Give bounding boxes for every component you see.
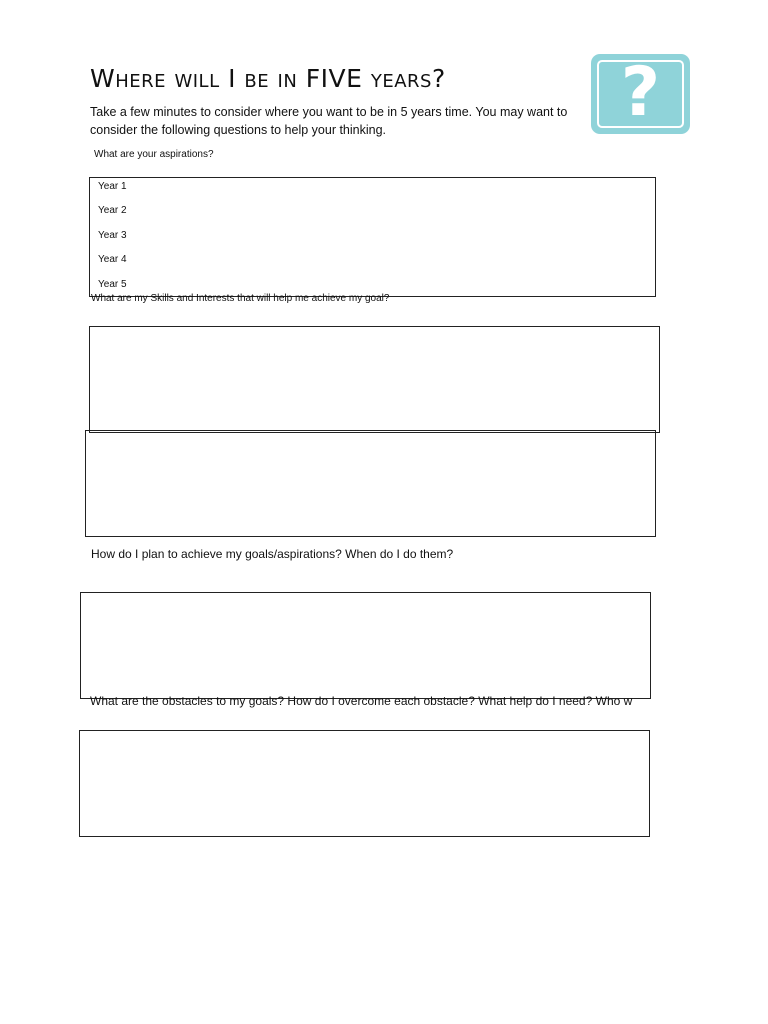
question-mark-icon <box>591 54 690 134</box>
obstacles-box[interactable] <box>79 730 650 837</box>
aspirations-question: What are your aspirations? <box>94 149 214 160</box>
year-1-label: Year 1 <box>98 181 127 192</box>
plan-box[interactable] <box>80 592 651 699</box>
interests-box[interactable] <box>85 430 656 537</box>
skills-question: What are my Skills and Interests that will help me achieve my goal? <box>91 293 390 304</box>
aspirations-box[interactable] <box>89 177 656 297</box>
year-2-label: Year 2 <box>98 205 127 216</box>
intro-text: Take a few minutes to consider where you want to be in 5 years time. You may want to consider the following questions to help your thinking. <box>90 105 568 137</box>
year-4-label: Year 4 <box>98 254 127 265</box>
plan-question: How do I plan to achieve my goals/aspirations? When do I do them? <box>91 547 454 561</box>
skills-box[interactable] <box>89 326 660 433</box>
year-3-label: Year 3 <box>98 230 127 241</box>
page-title: Where will I be in FIVE years? <box>90 64 446 93</box>
obstacles-question: What are the obstacles to my goals? How do I overcome each obstacle? What help do I need? Who w <box>90 694 633 708</box>
year-5-label: Year 5 <box>98 279 127 290</box>
question-glyph: ? <box>620 53 661 132</box>
